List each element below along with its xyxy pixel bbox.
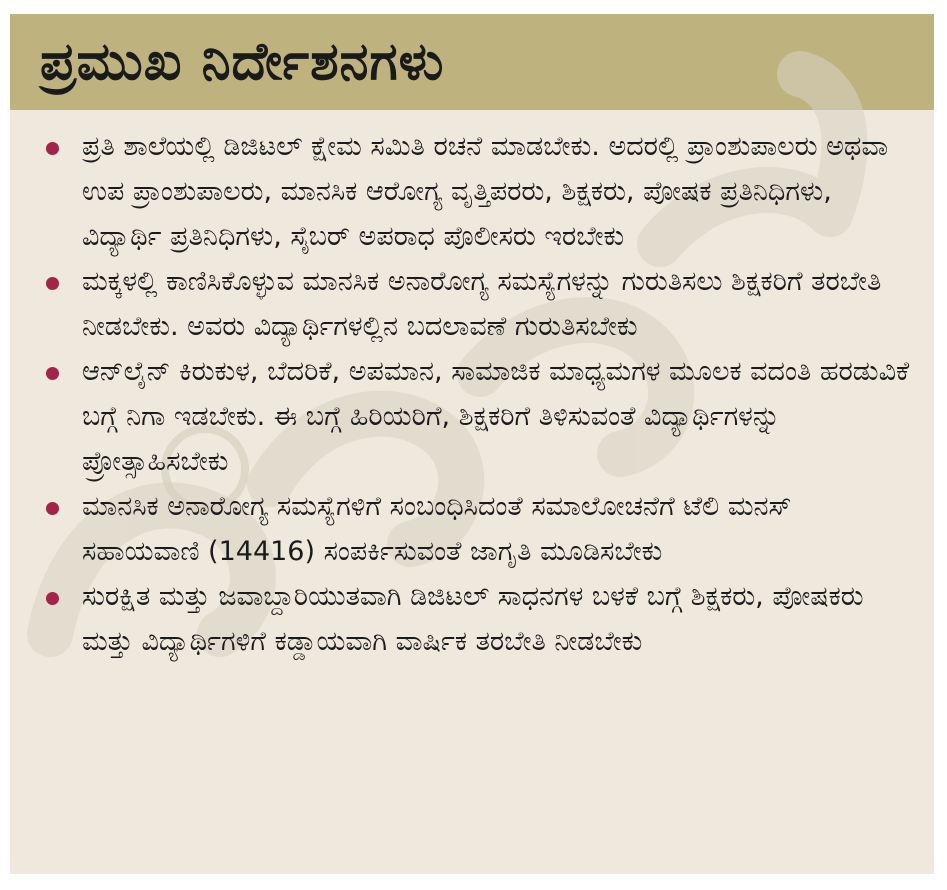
bullet-dot-icon	[46, 277, 59, 290]
directive-text: ಮಕ್ಕಳಲ್ಲಿ ಕಾಣಿಸಿಕೊಳ್ಳುವ ಮಾನಸಿಕ ಅನಾರೋಗ್ಯ ಸಮಸ್ಯೆಗಳನ್ನು ಗುರುತಿಸಲು ಶಿಕ್ಷಕರಿಗೆ ತರಬೇತಿ ನೀಡಬೇಕು. ಅವರು ವಿದ್ಯಾರ್ಥಿಗಳಲ್ಲಿನ ಬದಲಾವಣೆ ಗುರುತಿಸಬೇಕು	[82, 266, 882, 342]
list-item	[44, 574, 914, 664]
directive-text: ಪ್ರತಿ ಶಾಲೆಯಲ್ಲಿ ಡಿಜಿಟಲ್ ಕ್ಷೇಮ ಸಮಿತಿ ರಚನೆ ಮಾಡಬೇಕು. ಅದರಲ್ಲಿ ಪ್ರಾಂಶುಪಾಲರು ಅಥವಾ ಉಪ ಪ್ರಾಂಶುಪಾಲರು, ಮಾನಸಿಕ ಆರೋಗ್ಯ ವೃತ್ತಿಪರರು, ಶಿಕ್ಷಕರು, ಪೋಷಕ ಪ್ರತಿನಿಧಿಗಳು, ವಿದ್ಯಾರ್ಥಿ ಪ್ರತಿನಿಧಿಗಳು, ಸೈಬರ್ ಅಪರಾಧ ಪೊಲೀಸರು ಇರಬೇಕು	[82, 131, 889, 252]
bullet-dot-icon	[46, 592, 59, 605]
bullet-dot-icon	[46, 142, 59, 155]
directive-text: ಸುರಕ್ಷಿತ ಮತ್ತು ಜವಾಬ್ದಾರಿಯುತವಾಗಿ ಡಿಜಿಟಲ್ ಸಾಧನಗಳ ಬಳಕೆ ಬಗ್ಗೆ ಶಿಕ್ಷಕರು, ಪೋಷಕರು ಮತ್ತು ವಿದ್ಯಾರ್ಥಿಗಳಿಗೆ ಕಡ್ಡಾಯವಾಗಿ ವಾರ್ಷಿಕ ತರಬೇತಿ ನೀಡಬೇಕು	[82, 581, 864, 657]
list-item	[44, 484, 914, 574]
list-item	[44, 124, 914, 259]
directive-text: ಮಾನಸಿಕ ಅನಾರೋಗ್ಯ ಸಮಸ್ಯೆಗಳಿಗೆ ಸಂಬಂಧಿಸಿದಂತೆ ಸಮಾಲೋಚನೆಗೆ ಟೆಲಿ ಮನಸ್ ಸಹಾಯವಾಣಿ (14416) ಸಂಪರ್ಕಿಸುವಂತೆ ಜಾಗೃತಿ ಮೂಡಿಸಬೇಕು	[82, 491, 792, 567]
list-item	[44, 349, 914, 484]
bullet-dot-icon	[46, 367, 59, 380]
directives-card	[10, 14, 934, 874]
header-bar	[10, 14, 934, 110]
directive-text: ಆನ್‌ಲೈನ್ ಕಿರುಕುಳ, ಬೆದರಿಕೆ, ಅಪಮಾನ, ಸಾಮಾಜಿಕ ಮಾಧ್ಯಮಗಳ ಮೂಲಕ ವದಂತಿ ಹರಡುವಿಕೆ ಬಗ್ಗೆ ನಿಗಾ ಇಡಬೇಕು. ಈ ಬಗ್ಗೆ ಹಿರಿಯರಿಗೆ, ಶಿಕ್ಷಕರಿಗೆ ತಿಳಿಸುವಂತೆ ವಿದ್ಯಾರ್ಥಿಗಳನ್ನು ಪ್ರೋತ್ಸಾಹಿಸಬೇಕು	[82, 356, 910, 477]
list-item	[44, 259, 914, 349]
page-title: ಪ್ರಮುಖ ನಿರ್ದೇಶನಗಳು	[40, 32, 445, 92]
directives-list	[44, 124, 914, 664]
bullet-dot-icon	[46, 502, 59, 515]
